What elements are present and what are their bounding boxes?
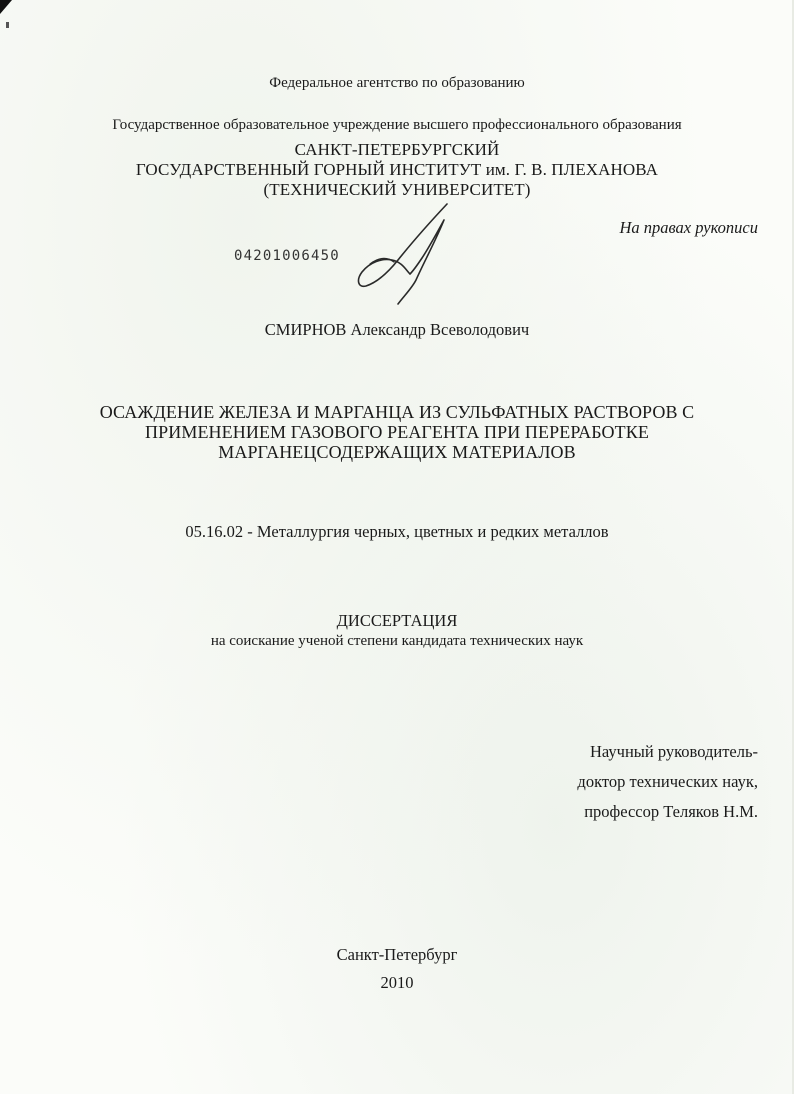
city: Санкт-Петербург (336, 945, 458, 964)
registration-number: 04201006450 (234, 248, 340, 264)
supervisor-line1: Научный руководитель- (590, 742, 758, 761)
specialty-code: 05.16.02 - Металлургия черных, цветных и редких металлов (185, 522, 609, 541)
institution-type: Государственное образовательное учреждение высшего профессионального образования (112, 117, 682, 133)
supervisor-line3: профессор Теляков Н.М. (584, 802, 758, 821)
agency-line: Федеральное агентство по образованию (269, 75, 525, 91)
institute-name-line1: САНКТ-ПЕТЕРБУРГСКИЙ (294, 140, 500, 159)
institute-name-line3: (ТЕХНИЧЕСКИЙ УНИВЕРСИТЕТ) (263, 180, 531, 199)
supervisor-line2: доктор технических наук, (577, 772, 758, 791)
author-name: СМИРНОВ Александр Всеволодович (264, 320, 530, 339)
thesis-title-line1: ОСАЖДЕНИЕ ЖЕЛЕЗА И МАРГАНЦА ИЗ СУЛЬФАТНЫХ РАСТВОРОВ С (99, 402, 695, 422)
thesis-title-line2: ПРИМЕНЕНИЕМ ГАЗОВОГО РЕАГЕНТА ПРИ ПЕРЕРАБОТКЕ (145, 422, 649, 442)
corner-mark-icon (0, 0, 14, 14)
year: 2010 (380, 973, 414, 992)
degree-line: на соискание ученой степени кандидата технических наук (210, 633, 584, 649)
edge-mark (6, 22, 9, 28)
thesis-title-line3: МАРГАНЕЦСОДЕРЖАЩИХ МАТЕРИАЛОВ (218, 442, 576, 462)
institute-name-line2: ГОСУДАРСТВЕННЫЙ ГОРНЫЙ ИНСТИТУТ им. Г. В. ПЛЕХАНОВА (135, 160, 659, 179)
manuscript-note: На правах рукописи (619, 218, 758, 237)
document-type: ДИССЕРТАЦИЯ (336, 611, 458, 630)
signature-icon (352, 200, 472, 310)
